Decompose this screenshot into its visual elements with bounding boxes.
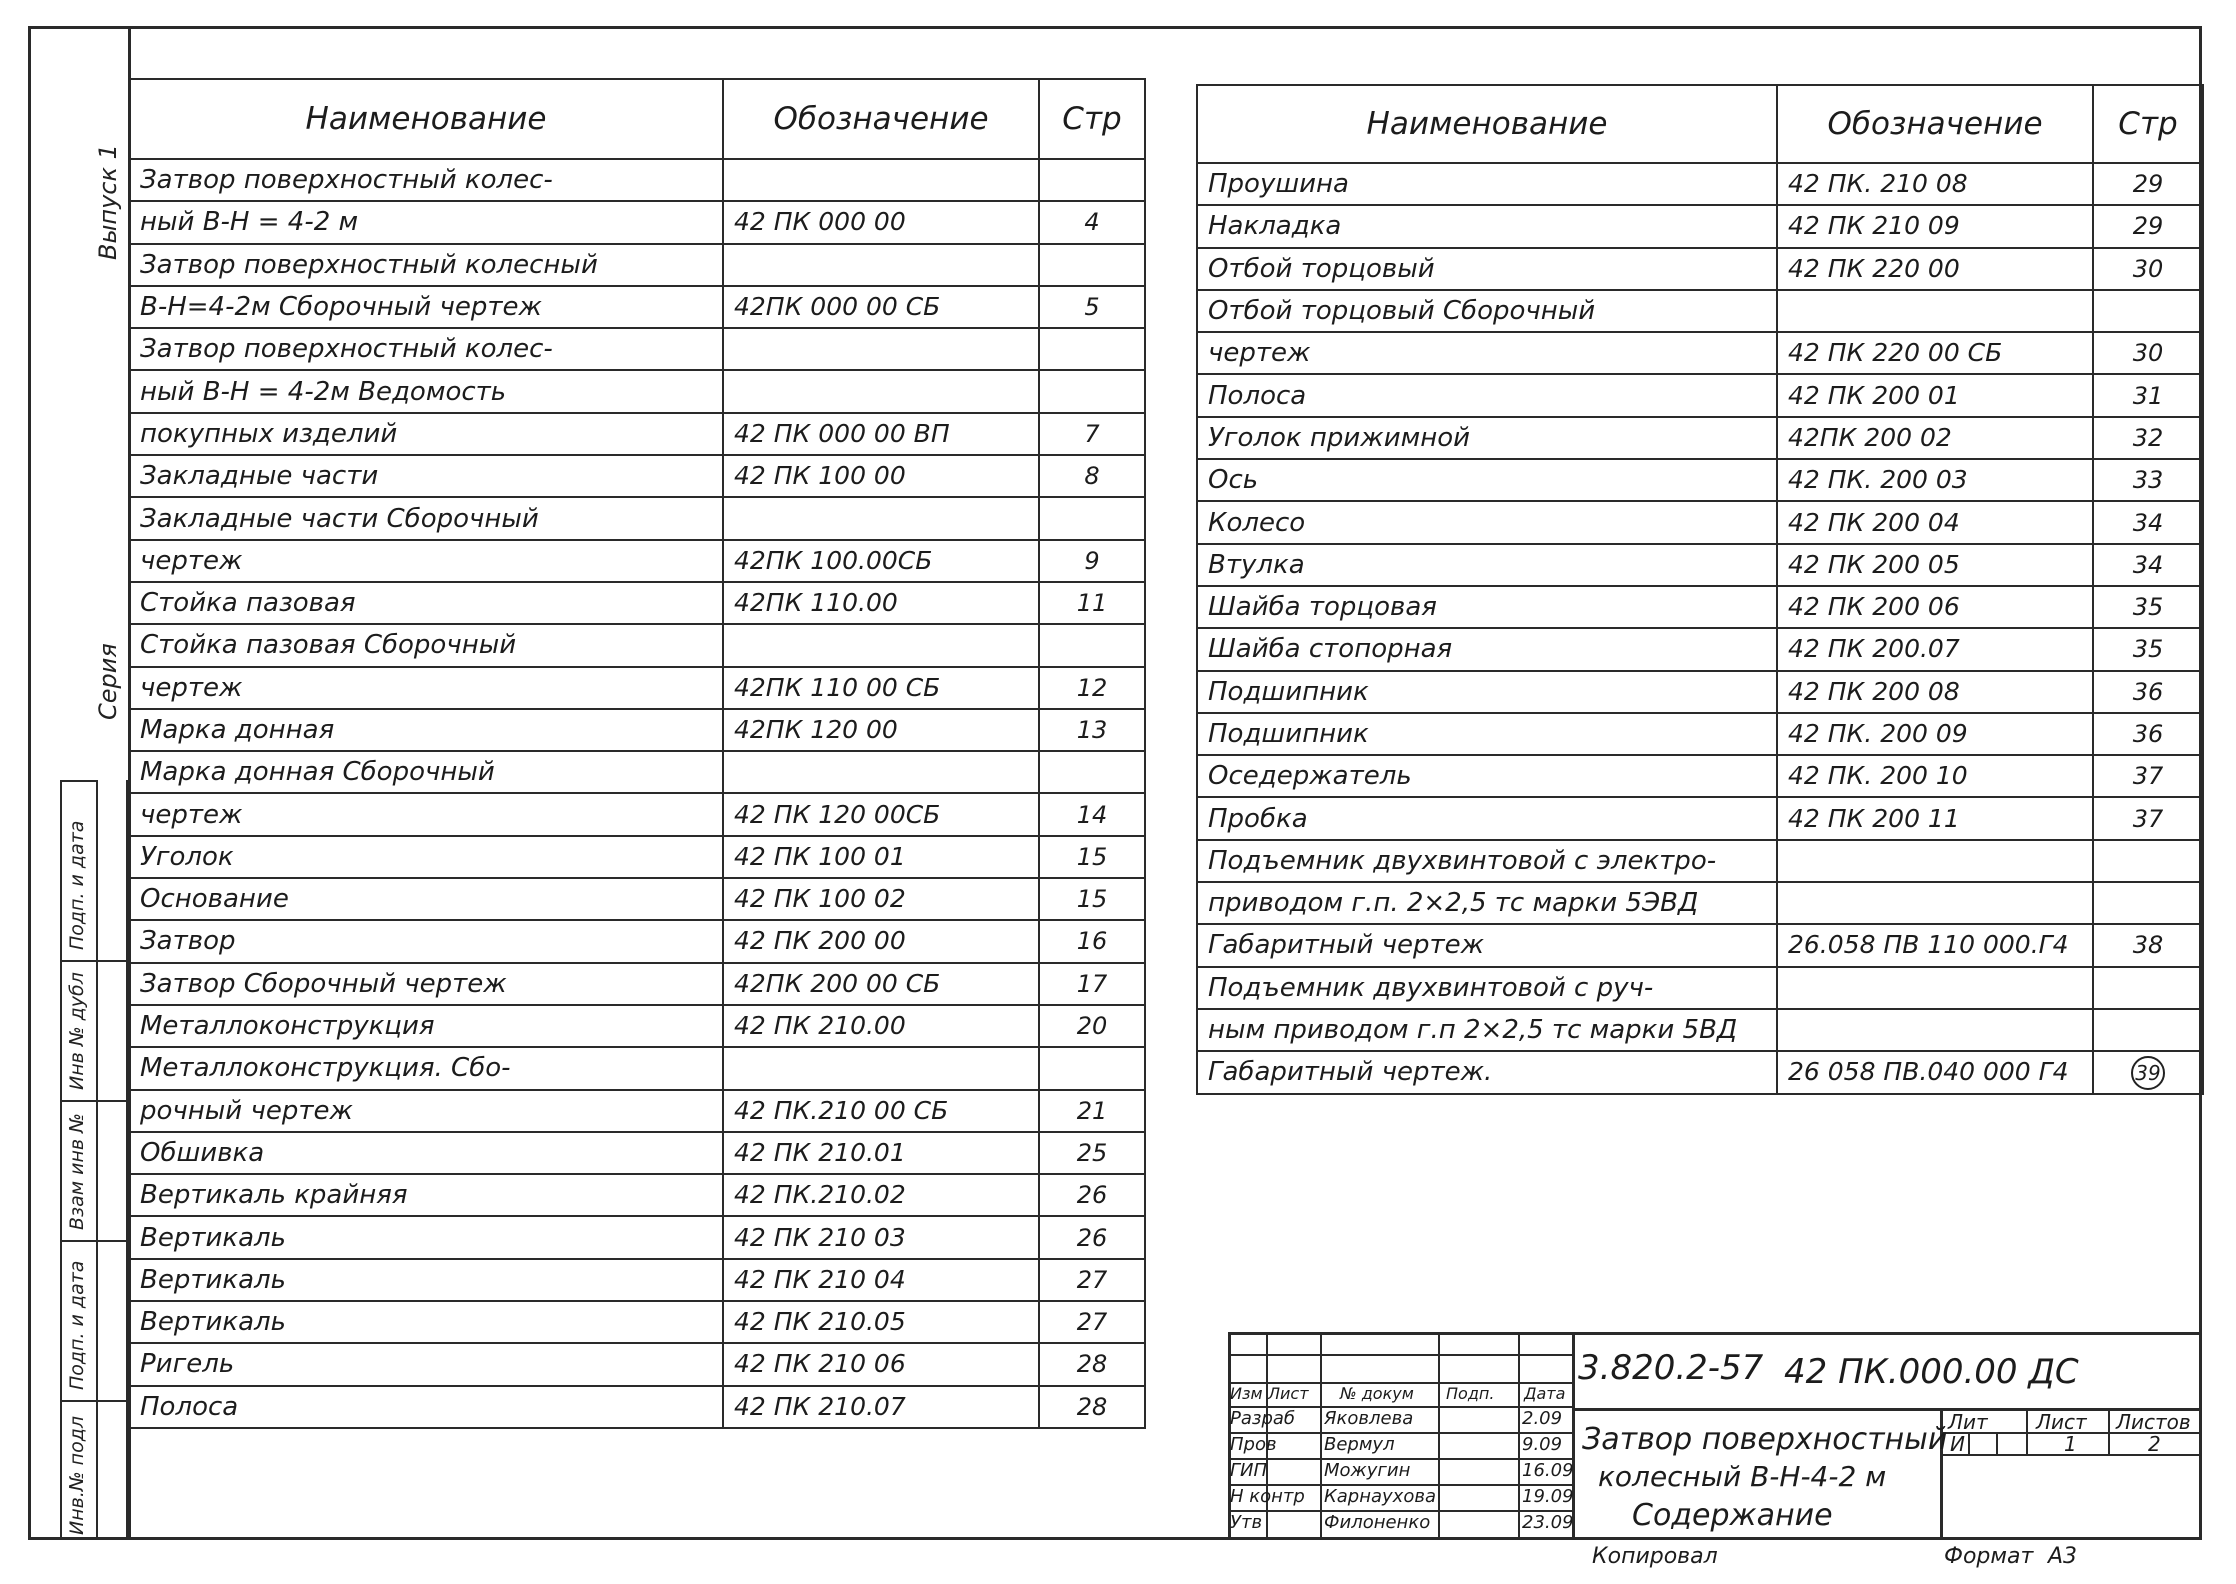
item-name: Основание: [129, 878, 723, 920]
item-page: [1039, 244, 1145, 286]
table-row: [129, 1090, 1145, 1132]
item-name: Обшивка: [129, 1132, 723, 1174]
item-page: [1039, 159, 1145, 201]
item-name: Вертикаль: [129, 1259, 723, 1301]
item-page: 32: [2093, 417, 2203, 459]
item-page: [2093, 1009, 2203, 1051]
item-designation: [723, 328, 1039, 370]
item-name: приводом г.п. 2×2,5 тс марки 5ЭВД: [1197, 882, 1777, 924]
item-page: 34: [2093, 544, 2203, 586]
col-list: Лист: [1268, 1384, 1309, 1403]
table-row: [129, 582, 1145, 624]
item-designation: 42 ПК 200 00: [723, 920, 1039, 962]
table-row: [129, 1386, 1145, 1428]
item-name: покупных изделий: [129, 413, 723, 455]
item-page: 30: [2093, 248, 2203, 290]
table-row: [129, 159, 1145, 201]
item-designation: 26 058 ПВ.040 000 Г4: [1777, 1051, 2093, 1093]
stamp-sign-date-1: Подп. и дата: [66, 820, 88, 950]
item-page: 9: [1039, 540, 1145, 582]
contents-table-right: [1196, 84, 2204, 1095]
item-name: Марка донная: [129, 709, 723, 751]
item-name: Шайба торцовая: [1197, 586, 1777, 628]
circled-page-number: 39: [2131, 1056, 2165, 1090]
item-name: В-Н=4-2м Сборочный чертеж: [129, 286, 723, 328]
col-izm: Изм: [1230, 1384, 1263, 1403]
item-designation: [723, 244, 1039, 286]
item-name: Затвор поверхностный колесный: [129, 244, 723, 286]
header-name: Наименование: [129, 79, 723, 159]
table-row: [129, 1174, 1145, 1216]
item-designation: 42ПК 000 00 СБ: [723, 286, 1039, 328]
table-row: [129, 1216, 1145, 1258]
item-page: [1039, 624, 1145, 666]
item-page: [1039, 497, 1145, 539]
item-designation: 42 ПК.210.02: [723, 1174, 1039, 1216]
item-name: Оседержатель: [1197, 755, 1777, 797]
table-row: [1197, 417, 2203, 459]
stamp-inv-dubl: Инв № дубл: [66, 972, 88, 1090]
sheet-label: Лист: [2036, 1410, 2087, 1434]
item-designation: [723, 751, 1039, 793]
stamp-divider: [60, 1400, 128, 1402]
table-row: [129, 1259, 1145, 1301]
table-row: [129, 370, 1145, 412]
format-value: А3: [2048, 1544, 2078, 1569]
stamp-column-inner: [98, 780, 128, 1540]
table-row: [1197, 671, 2203, 713]
copied-label: Копировал: [1592, 1544, 1718, 1569]
table-row: [1197, 713, 2203, 755]
item-designation: 42 ПК 000 00 ВП: [723, 413, 1039, 455]
item-designation: 42 ПК 210.00: [723, 1005, 1039, 1047]
item-designation: [1777, 290, 2093, 332]
item-page: 27: [1039, 1259, 1145, 1301]
item-name: Вертикаль: [129, 1301, 723, 1343]
item-designation: [1777, 967, 2093, 1009]
item-page: 33: [2093, 459, 2203, 501]
stamp-divider: [60, 960, 128, 962]
table-row: [129, 751, 1145, 793]
item-page: 5: [1039, 286, 1145, 328]
item-name: чертеж: [129, 667, 723, 709]
item-page: 17: [1039, 963, 1145, 1005]
table-row: [1197, 755, 2203, 797]
signer-role: Пров: [1230, 1434, 1277, 1455]
table-row: [1197, 1051, 2203, 1093]
item-designation: 42 ПК 000 00: [723, 201, 1039, 243]
table-row: [129, 836, 1145, 878]
table-row: [1197, 628, 2203, 670]
table-row: [129, 328, 1145, 370]
table-row: [1197, 967, 2203, 1009]
table-row: [129, 497, 1145, 539]
signer-name: Вермул: [1324, 1434, 1395, 1455]
item-name: Затвор: [129, 920, 723, 962]
item-name: чертеж: [129, 793, 723, 835]
item-name: Затвор поверхностный колес-: [129, 159, 723, 201]
table-row: [1197, 840, 2203, 882]
item-page: [1039, 751, 1145, 793]
item-name: Стойка пазовая Сборочный: [129, 624, 723, 666]
item-designation: 26.058 ПВ 110 000.Г4: [1777, 924, 2093, 966]
table-row: [129, 667, 1145, 709]
header-page: Стр: [1039, 79, 1145, 159]
item-page: 15: [1039, 836, 1145, 878]
lit-value: И: [1950, 1432, 1965, 1456]
header-name: Наименование: [1197, 85, 1777, 163]
table-row: [1197, 205, 2203, 247]
stamp-divider: [60, 1240, 128, 1242]
item-name: Закладные части Сборочный: [129, 497, 723, 539]
item-name: Подъемник двухвинтовой с электро-: [1197, 840, 1777, 882]
item-designation: [723, 624, 1039, 666]
table-row: [129, 1132, 1145, 1174]
item-designation: [1777, 882, 2093, 924]
item-designation: 42ПК 110 00 СБ: [723, 667, 1039, 709]
item-page: 14: [1039, 793, 1145, 835]
stamp-sign-date-2: Подп. и дата: [66, 1260, 88, 1390]
item-designation: 42 ПК. 200 03: [1777, 459, 2093, 501]
item-designation: 42 ПК 100 00: [723, 455, 1039, 497]
signer-date: 23.09: [1522, 1512, 1574, 1533]
item-designation: 42 ПК. 200 10: [1777, 755, 2093, 797]
item-designation: 42ПК 100.00СБ: [723, 540, 1039, 582]
document-code: 42 ПК.000.00 ДС: [1784, 1352, 2079, 1392]
item-page: 27: [1039, 1301, 1145, 1343]
item-designation: 42 ПК 210.05: [723, 1301, 1039, 1343]
title-line-1: Затвор поверхностный: [1582, 1422, 1948, 1457]
table-row: [1197, 882, 2203, 924]
item-page: 35: [2093, 628, 2203, 670]
table-row: [1197, 544, 2203, 586]
item-designation: 42 ПК 100 01: [723, 836, 1039, 878]
item-designation: 42 ПК 100 02: [723, 878, 1039, 920]
item-page: [2093, 290, 2203, 332]
item-designation: 42 ПК 200 11: [1777, 797, 2093, 839]
series-label: Серия: [94, 643, 122, 720]
col-date: Дата: [1524, 1384, 1566, 1403]
item-designation: 42 ПК 210 09: [1777, 205, 2093, 247]
item-page: 11: [1039, 582, 1145, 624]
table-row: [1197, 797, 2203, 839]
table-row: [129, 286, 1145, 328]
signer-role: Н контр: [1230, 1486, 1305, 1507]
signer-role: Утв: [1230, 1512, 1263, 1533]
item-name: ный В-Н = 4-2 м: [129, 201, 723, 243]
table-row: [1197, 290, 2203, 332]
table-row: [129, 878, 1145, 920]
header-page: Стр: [2093, 85, 2203, 163]
item-designation: 42ПК 110.00: [723, 582, 1039, 624]
item-designation: [723, 1047, 1039, 1089]
item-name: Марка донная Сборочный: [129, 751, 723, 793]
table-row: [1197, 163, 2203, 205]
title-line-2: колесный В-Н-4-2 м: [1598, 1460, 1887, 1493]
item-name: Подшипник: [1197, 671, 1777, 713]
signer-date: 9.09: [1522, 1434, 1563, 1455]
item-page: 20: [1039, 1005, 1145, 1047]
item-designation: 42 ПК 210 04: [723, 1259, 1039, 1301]
table-row: [129, 920, 1145, 962]
format-label: Формат: [1944, 1544, 2034, 1569]
item-name: Вертикаль: [129, 1216, 723, 1258]
item-name: Закладные части: [129, 455, 723, 497]
item-page: 21: [1039, 1090, 1145, 1132]
item-name: Отбой торцовый Сборочный: [1197, 290, 1777, 332]
item-designation: 42 ПК 200.07: [1777, 628, 2093, 670]
item-page: 13: [1039, 709, 1145, 751]
sheets-value: 2: [2148, 1432, 2161, 1456]
signer-role: Разраб: [1230, 1408, 1296, 1429]
item-page: 34: [2093, 501, 2203, 543]
item-designation: 42ПК 200 02: [1777, 417, 2093, 459]
table-row: [129, 455, 1145, 497]
table-row: [129, 709, 1145, 751]
table-row: [129, 624, 1145, 666]
item-designation: 42ПК 120 00: [723, 709, 1039, 751]
item-page: 36: [2093, 671, 2203, 713]
item-designation: 42 ПК 220 00 СБ: [1777, 332, 2093, 374]
item-page: 16: [1039, 920, 1145, 962]
item-page: 35: [2093, 586, 2203, 628]
signer-name: Можугин: [1324, 1460, 1411, 1481]
item-designation: 42 ПК 220 00: [1777, 248, 2093, 290]
item-designation: [723, 370, 1039, 412]
item-name: Ось: [1197, 459, 1777, 501]
item-name: Металлоконструкция. Сбо-: [129, 1047, 723, 1089]
table-row: [129, 244, 1145, 286]
item-designation: 42 ПК 200 05: [1777, 544, 2093, 586]
item-page: 37: [2093, 755, 2203, 797]
item-designation: 42 ПК 210 06: [723, 1343, 1039, 1385]
table-row: [129, 1343, 1145, 1385]
item-name: Проушина: [1197, 163, 1777, 205]
table-row: [1197, 374, 2203, 416]
item-name: Шайба стопорная: [1197, 628, 1777, 670]
title-block: [1228, 1332, 2202, 1540]
item-designation: 42 ПК. 200 09: [1777, 713, 2093, 755]
table-row: [1197, 459, 2203, 501]
table-row: [1197, 586, 2203, 628]
signer-name: Карнаухова: [1324, 1486, 1436, 1507]
table-row: [129, 413, 1145, 455]
item-page: 26: [1039, 1174, 1145, 1216]
lit-label: Лит: [1948, 1410, 1988, 1434]
stamp-inv-podl: Инв.№ подл: [66, 1415, 88, 1535]
item-designation: 42 ПК 210 03: [723, 1216, 1039, 1258]
table-row: [129, 1301, 1145, 1343]
table-row: [129, 1005, 1145, 1047]
table-row: [1197, 1009, 2203, 1051]
header-designation: Обозначение: [1777, 85, 2093, 163]
item-designation: [1777, 1009, 2093, 1051]
item-designation: [723, 497, 1039, 539]
item-name: Полоса: [129, 1386, 723, 1428]
item-name: рочный чертеж: [129, 1090, 723, 1132]
item-page: 28: [1039, 1343, 1145, 1385]
item-designation: [723, 159, 1039, 201]
item-page: 30: [2093, 332, 2203, 374]
table-row: [129, 793, 1145, 835]
item-designation: 42 ПК 120 00СБ: [723, 793, 1039, 835]
item-page: 37: [2093, 797, 2203, 839]
item-name: ный В-Н = 4-2м Ведомость: [129, 370, 723, 412]
item-page: 7: [1039, 413, 1145, 455]
item-name: Уголок прижимной: [1197, 417, 1777, 459]
item-designation: [1777, 840, 2093, 882]
item-name: Стойка пазовая: [129, 582, 723, 624]
table-row: [1197, 924, 2203, 966]
item-page: 4: [1039, 201, 1145, 243]
item-name: Колесо: [1197, 501, 1777, 543]
item-designation: 42 ПК 200 08: [1777, 671, 2093, 713]
item-name: Вертикаль крайняя: [129, 1174, 723, 1216]
item-name: Накладка: [1197, 205, 1777, 247]
item-page: [2093, 1051, 2203, 1093]
table-row: [1197, 501, 2203, 543]
item-page: 29: [2093, 163, 2203, 205]
item-designation: 42 ПК 200 04: [1777, 501, 2093, 543]
item-name: ным приводом г.п 2×2,5 тс марки 5ВД: [1197, 1009, 1777, 1051]
contents-table-left: [128, 78, 1146, 1429]
table-row: [1197, 248, 2203, 290]
table-row: [129, 1047, 1145, 1089]
item-name: Металлоконструкция: [129, 1005, 723, 1047]
table-row: [1197, 332, 2203, 374]
item-page: 28: [1039, 1386, 1145, 1428]
item-page: [2093, 967, 2203, 1009]
item-name: Затвор Сборочный чертеж: [129, 963, 723, 1005]
issue-label: Выпуск 1: [94, 144, 122, 260]
col-doc-no: № докум: [1340, 1384, 1414, 1403]
item-name: Габаритный чертеж.: [1197, 1051, 1777, 1093]
item-name: Уголок: [129, 836, 723, 878]
signer-name: Филоненко: [1324, 1512, 1431, 1533]
item-name: Полоса: [1197, 374, 1777, 416]
item-page: 15: [1039, 878, 1145, 920]
item-name: Габаритный чертеж: [1197, 924, 1777, 966]
signer-date: 2.09: [1522, 1408, 1563, 1429]
item-page: [1039, 370, 1145, 412]
header-designation: Обозначение: [723, 79, 1039, 159]
item-name: Подшипник: [1197, 713, 1777, 755]
item-page: 31: [2093, 374, 2203, 416]
item-name: Затвор поверхностный колес-: [129, 328, 723, 370]
table-row: [129, 201, 1145, 243]
item-page: 29: [2093, 205, 2203, 247]
item-page: [1039, 328, 1145, 370]
sheet-value: 1: [2064, 1432, 2077, 1456]
item-designation: 42 ПК 200 01: [1777, 374, 2093, 416]
table-row: [129, 963, 1145, 1005]
item-designation: 42 ПК 200 06: [1777, 586, 2093, 628]
title-line-3: Содержание: [1632, 1498, 1833, 1533]
item-page: [1039, 1047, 1145, 1089]
signer-role: ГИП: [1230, 1460, 1268, 1481]
item-name: Подъемник двухвинтовой с руч-: [1197, 967, 1777, 1009]
item-name: Ригель: [129, 1343, 723, 1385]
signer-name: Яковлева: [1324, 1408, 1414, 1429]
col-sign: Подп.: [1446, 1384, 1495, 1403]
table-row: [129, 540, 1145, 582]
item-designation: 42 ПК. 210 08: [1777, 163, 2093, 205]
sheets-label: Листов: [2116, 1410, 2191, 1434]
item-designation: 42 ПК 210.07: [723, 1386, 1039, 1428]
item-name: Втулка: [1197, 544, 1777, 586]
signer-date: 19.09: [1522, 1486, 1574, 1507]
stamp-vzam-inv: Взам инв №: [66, 1113, 88, 1230]
item-designation: 42 ПК.210 00 СБ: [723, 1090, 1039, 1132]
item-page: 26: [1039, 1216, 1145, 1258]
item-name: Пробка: [1197, 797, 1777, 839]
series-code: 3.820.2-57: [1578, 1348, 1764, 1388]
item-designation: 42ПК 200 00 СБ: [723, 963, 1039, 1005]
item-page: [2093, 882, 2203, 924]
signer-date: 16.09: [1522, 1460, 1574, 1481]
item-page: 8: [1039, 455, 1145, 497]
item-page: 12: [1039, 667, 1145, 709]
item-name: чертеж: [1197, 332, 1777, 374]
item-designation: 42 ПК 210.01: [723, 1132, 1039, 1174]
item-page: 36: [2093, 713, 2203, 755]
item-page: 25: [1039, 1132, 1145, 1174]
item-name: чертеж: [129, 540, 723, 582]
item-page: 38: [2093, 924, 2203, 966]
item-name: Отбой торцовый: [1197, 248, 1777, 290]
stamp-divider: [60, 1100, 128, 1102]
item-page: [2093, 840, 2203, 882]
